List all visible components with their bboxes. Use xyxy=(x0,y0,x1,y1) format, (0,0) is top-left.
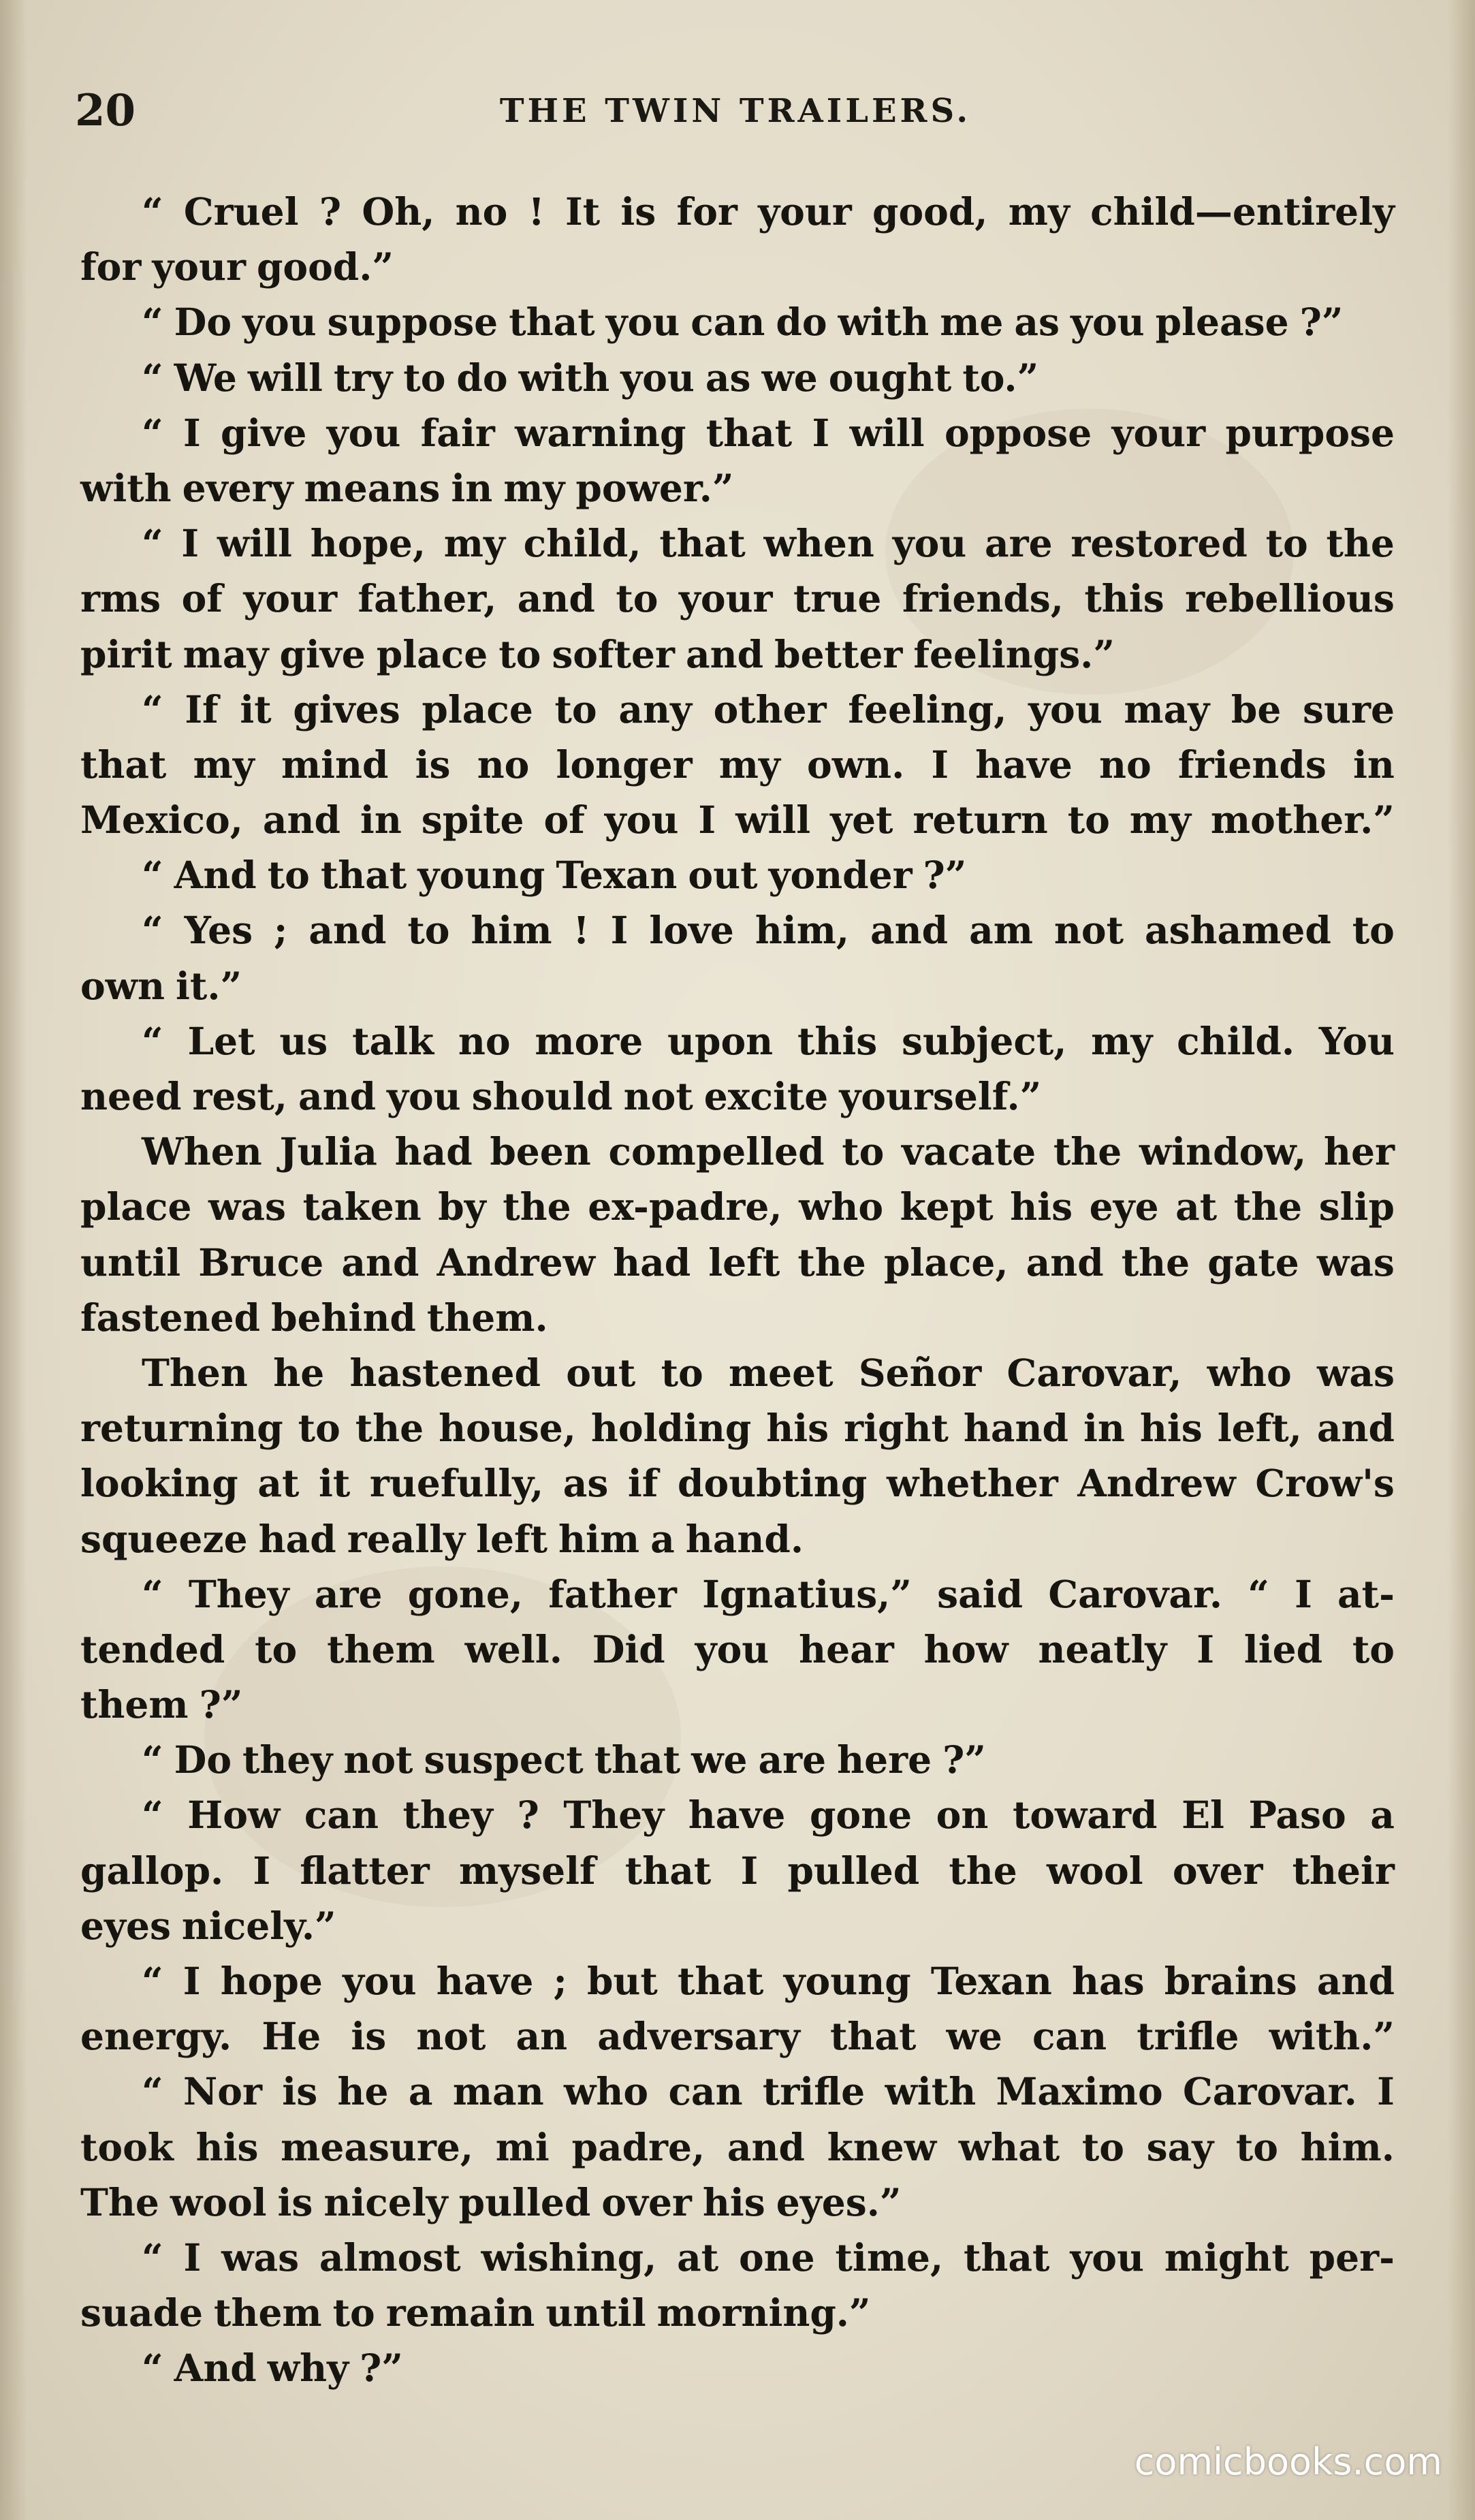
text-line: that my mind is no longer my own. I have no friends in xyxy=(80,742,1395,787)
text-line: energy. He is not an adversary that we can trifle with.” xyxy=(80,2014,1395,2059)
text-line: “ If it gives place to any other feeling, you may be sure xyxy=(142,687,1395,731)
text-line: “ Nor is he a man who can trifle with Maximo Carovar. I xyxy=(142,2069,1395,2114)
text-line: gallop. I flatter myself that I pulled the wool over their xyxy=(80,1848,1395,1893)
text-line: “ How can they ? They have gone on toward El Paso a xyxy=(142,1793,1395,1838)
text-line: “ I give you fair warning that I will oppose your purpose xyxy=(142,410,1395,455)
text-line: “ I hope you have ; but that young Texan has brains and xyxy=(142,1959,1395,2003)
page-edge-shadow-right xyxy=(1448,0,1475,2520)
text-line: with every means in my power.” xyxy=(80,465,734,510)
text-line: place was taken by the ex-padre, who kept his eye at the slip xyxy=(80,1184,1395,1229)
text-line: “ Let us talk no more upon this subject, my child. You xyxy=(142,1018,1395,1063)
page-number: 20 xyxy=(75,85,136,136)
body-text xyxy=(80,184,1395,2396)
text-line: “ I will hope, my child, that when you are restored to the xyxy=(142,521,1395,566)
text-line: Then he hastened out to meet Señor Carovar, who was xyxy=(142,1350,1395,1395)
text-line: “ Yes ; and to him ! I love him, and am not ashamed to xyxy=(142,908,1395,953)
text-line: The wool is nicely pulled over his eyes.” xyxy=(80,2179,902,2224)
text-line: them ?” xyxy=(80,1682,243,1727)
text-line: squeeze had really left him a hand. xyxy=(80,1516,804,1561)
text-line: tended to them well. Did you hear how neatly I lied to xyxy=(80,1626,1395,1671)
text-line: took his measure, mi padre, and knew what to say to him. xyxy=(80,2124,1395,2169)
text-line: for your good.” xyxy=(80,245,394,289)
text-line: “ I was almost wishing, at one time, that you might per- xyxy=(142,2235,1395,2280)
text-line: “ They are gone, father Ignatius,” said Carovar. “ I at- xyxy=(142,1571,1395,1616)
text-line: When Julia had been compelled to vacate the window, her xyxy=(142,1129,1395,1174)
text-line: fastened behind them. xyxy=(80,1295,548,1340)
text-line: until Bruce and Andrew had left the place, and the gate was xyxy=(80,1240,1395,1285)
text-line: eyes nicely.” xyxy=(80,1903,336,1948)
text-line: suade them to remain until morning.” xyxy=(80,2290,871,2335)
text-line: rms of your father, and to your true friends, this rebellious xyxy=(80,576,1395,621)
page-edge-shadow-left xyxy=(0,0,27,2520)
watermark-text: comicbooks.com xyxy=(1134,2440,1442,2483)
text-line: own it.” xyxy=(80,963,242,1008)
page-header xyxy=(75,80,1396,142)
text-line: “ And to that young Texan out yonder ?” xyxy=(142,853,967,898)
text-line: returning to the house, holding his right hand in his left, and xyxy=(80,1406,1395,1451)
text-line: “ Do they not suspect that we are here ?” xyxy=(142,1737,986,1782)
running-head: THE TWIN TRAILERS. xyxy=(499,92,972,130)
text-line: need rest, and you should not excite yourself.” xyxy=(80,1074,1042,1118)
text-line: pirit may give place to softer and better feelings.” xyxy=(80,631,1115,676)
text-line: “ We will try to do with you as we ought to.” xyxy=(142,355,1039,400)
text-line: “ Cruel ? Oh, no ! It is for your good, my child—entirely xyxy=(142,189,1395,234)
text-line: “ And why ?” xyxy=(142,2346,403,2391)
text-line: Mexico, and in spite of you I will yet return to my mother.” xyxy=(80,798,1395,842)
text-line: “ Do you suppose that you can do with me as you please ?” xyxy=(142,300,1344,345)
text-line: looking at it ruefully, as if doubting whether Andrew Crow's xyxy=(80,1461,1395,1506)
